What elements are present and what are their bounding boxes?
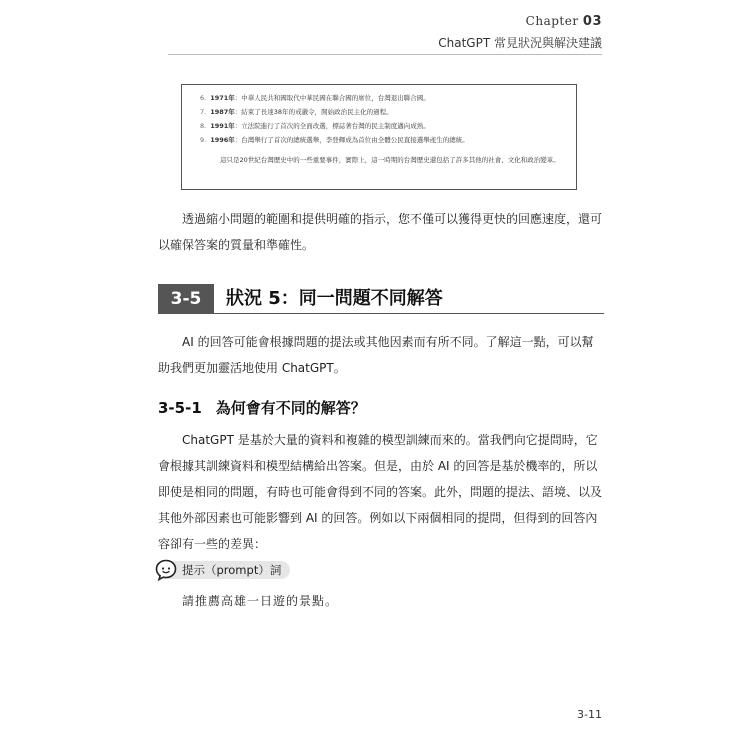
response-screenshot <box>181 84 577 190</box>
list-item: 8. 1991年：立法院進行了首次的全面改選，標誌著台灣的民主制度邁向成熟。 <box>200 122 430 130</box>
chapter-word: Chapter <box>525 14 579 28</box>
running-header-chapter <box>526 14 602 29</box>
list-item: 9. 1996年：台灣舉行了首次的總統選舉，李登輝成為首位由全體公民直接選舉產生的總統。 <box>200 136 469 144</box>
section-heading <box>158 284 604 314</box>
prompt-example: 請推薦高雄一日遊的景點。 <box>182 594 339 608</box>
section-underline <box>214 313 604 314</box>
running-header-title: ChatGPT 常見狀況與解決建議 <box>438 36 602 50</box>
body-paragraph-2: AI 的回答可能會根據問題的提法或其他因素而有所不同。了解這一點，可以幫助我們更加靈活地使用 ChatGPT。 <box>158 335 594 375</box>
subsection-number: 3-5-1 <box>158 399 202 417</box>
subsection-title: 為何會有不同的解答？ <box>215 399 366 417</box>
section-number: 3-5 <box>158 284 214 314</box>
body-paragraph-1: 透過縮小問題的範圍和提供明確的指示，您不僅可以獲得更快的回應速度，還可以確保答案的質量和準確性。 <box>158 212 603 252</box>
header-divider <box>168 54 602 55</box>
list-item: 6. 1971年：中華人民共和國取代中華民國在聯合國的席位，台灣退出聯合國。 <box>200 94 430 102</box>
chapter-number: 03 <box>582 14 602 29</box>
subsection-heading <box>158 397 366 418</box>
section-title: 狀況 5：同一問題不同解答 <box>226 288 443 309</box>
page-number: 3-11 <box>577 708 602 721</box>
list-item: 7. 1987年：結束了長達38年的戒嚴令，開始政治民主化的過程。 <box>200 108 393 116</box>
prompt-tip-label <box>154 558 290 582</box>
tip-label-text: 提示（prompt）詞 <box>182 563 282 577</box>
response-summary: 這只是20世紀台灣歷史中的一些重要事件，實際上，這一時期的台灣歷史還包括了許多其他的社會、文化和政治變革。 <box>220 156 560 164</box>
body-paragraph-3: ChatGPT 是基於大量的資料和複雜的模型訓練而來的。當我們向它提問時，它會根據其訓練資料和模型結構給出答案。但是，由於 AI 的回答是基於機率的，所以即使是相同的問題，有時也可能會得到不同的答案。此外，問題的提法、語境、以及其他外部因素也可能影響到 AI 的回答。例如以下兩個相同的提問，但得到的回答內容卻有一些的差異： <box>158 433 603 551</box>
chat-bubble-icon <box>154 558 178 582</box>
